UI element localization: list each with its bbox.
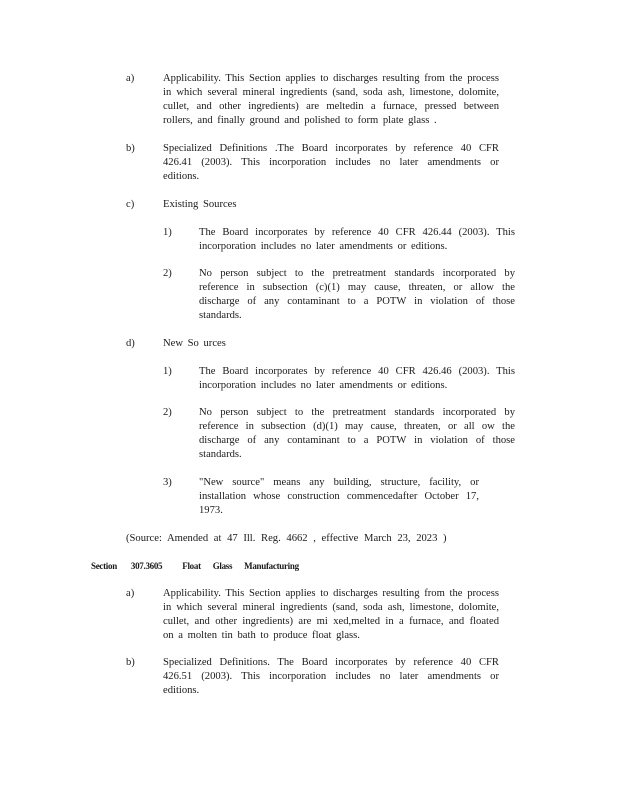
paragraph-label: 1) xyxy=(163,366,172,377)
paragraph-text: No person subject to the pretreatment standards incorporated by reference in subsection (d)(1) may cause, threaten, or all ow the discharge of any contaminant to a POTW in violation of those standards. xyxy=(199,407,515,460)
paragraph-label: 1) xyxy=(163,227,172,238)
subsection-label: c) xyxy=(126,199,135,210)
subsection-label: a) xyxy=(126,588,135,599)
subsection-text: Specialized Definitions. The Board incorporates by reference 40 CFR 426.51 (2003). This incorporation includes no later amendments or editions. xyxy=(163,657,499,696)
subsection-text: Applicability. This Section applies to discharges resulting from the process in which several mineral ingredients (sand, soda ash, limestone, dolomite, cullet, and other ingredients) are mi xed,melted in a furnace, and floated on a molten tin bath to produce float glass. xyxy=(163,588,499,641)
subsection-text: Specialized Definitions .The Board incorporates by reference 40 CFR 426.41 (2003). This incorporation includes no later amendments or editions. xyxy=(163,143,499,182)
section-heading xyxy=(91,561,299,571)
subsection-heading: Existing Sources xyxy=(163,199,237,210)
subsection-text: Applicability. This Section applies to discharges resulting from the process in which several mineral ingredients (sand, soda ash, limestone, dolomite, cullet, and other ingredients) are meltedin a furnace, pressed between rollers, and finally ground and polished to form plate glass . xyxy=(163,73,499,126)
subsection-label: b) xyxy=(126,657,135,668)
paragraph-label: 3) xyxy=(163,477,172,488)
section-title: Float Glass Manufacturing xyxy=(182,561,299,571)
paragraph-label: 2) xyxy=(163,268,172,279)
paragraph-text: The Board incorporates by reference 40 CFR 426.46 (2003). This incorporation includes no later amendments or editions. xyxy=(199,366,515,391)
subsection-heading: New So urces xyxy=(163,338,226,349)
subsection-label: a) xyxy=(126,73,135,84)
section-number: 307.3605 xyxy=(130,561,163,571)
paragraph-text: No person subject to the pretreatment standards incorporated by reference in subsection (c)(1) may cause, threaten, or allow the discharge of any contaminant to a POTW in violation of those standards. xyxy=(199,268,515,321)
paragraph-label: 2) xyxy=(163,407,172,418)
source-note: (Source: Amended at 47 Ill. Reg. 4662 , effective March 23, 2023 ) xyxy=(126,533,447,544)
paragraph-text: "New source" means any building, structure, facility, or installation whose construction commencedafter October 17, 1973. xyxy=(199,477,479,516)
subsection-label: b) xyxy=(126,143,135,154)
section-heading-label: Section xyxy=(91,561,117,571)
subsection-label: d) xyxy=(126,338,135,349)
paragraph-text: The Board incorporates by reference 40 CFR 426.44 (2003). This incorporation includes no later amendments or editions. xyxy=(199,227,515,252)
